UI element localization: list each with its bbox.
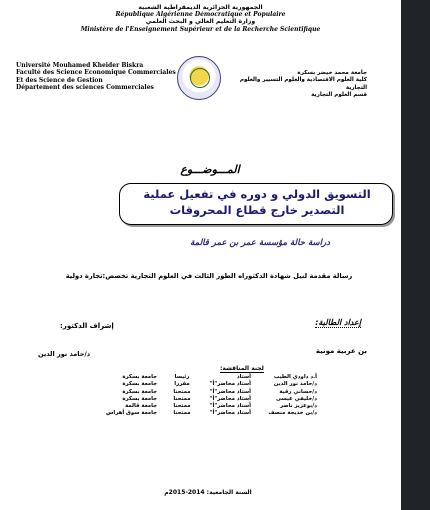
member-role: ممتحنا bbox=[173, 410, 191, 417]
member-role: ممتحنا bbox=[173, 403, 191, 410]
student-name: بن عربية مونية bbox=[315, 347, 367, 355]
institution-fr-line: Et des Science de Gestion bbox=[16, 76, 103, 84]
committee-row bbox=[60, 396, 320, 403]
member-rank: أستاذ محاضر"أ" bbox=[209, 381, 251, 388]
institution-fr-line: Département des sciences Commerciales bbox=[16, 84, 154, 92]
member-rank: أستاذ محاضر"أ" bbox=[209, 395, 251, 402]
member-rank: أستاذ bbox=[236, 374, 251, 380]
topic-label: المـــوضـــوع bbox=[180, 163, 240, 176]
republic-fr: République Algérienne Démocratique et Populaire bbox=[115, 11, 286, 19]
member-name: د/خليفي عيسى bbox=[275, 395, 317, 402]
committee-row bbox=[60, 403, 320, 410]
institution-ar-line: كلية العلوم الاقتصادية والعلوم التسيير والعلوم التجارية bbox=[239, 77, 367, 91]
member-name: أ.د داودي الطيب bbox=[273, 374, 317, 380]
institution-fr-line: Faculté des Science Economique Commerciales bbox=[16, 69, 176, 77]
member-university: جامعة بسكرة bbox=[122, 388, 157, 395]
committee-row bbox=[60, 410, 320, 417]
member-university: جامعة سوق أهراس bbox=[105, 410, 157, 417]
ministry-ar: وزارة التعليم العالي و البحث العلمي bbox=[145, 18, 256, 26]
institution-fr-line: Université Mouhamed Kheider Biskra bbox=[16, 62, 144, 69]
supervisor-label: إشراف الدكتور: bbox=[60, 322, 114, 330]
member-name: د/بوعزيز ناصر bbox=[279, 403, 317, 410]
institution-ar-line: جامعة محمد خيضر بسكرة bbox=[297, 70, 367, 76]
member-rank: أستاذ محاضر"أ" bbox=[209, 388, 251, 395]
member-role: ممتحنا bbox=[173, 388, 191, 395]
member-university: جامعة بسكرة bbox=[122, 374, 157, 380]
member-rank: أستاذ محاضر"أ" bbox=[209, 410, 251, 417]
member-role: مقررا bbox=[174, 381, 190, 388]
committee-row bbox=[60, 381, 320, 388]
thesis-statement: رسالة مقدمة لنيل شهادة الدكتوراه الطور الثالث في العلوم التجارية تخصص:تجارة دولية bbox=[65, 272, 353, 280]
institution-ar bbox=[227, 70, 367, 100]
committee-label: لجنة المناقشة: bbox=[220, 365, 264, 372]
institution-ar-line: قسم العلوم التجارية bbox=[311, 92, 367, 99]
republic-ar: الجمهورية الجزائرية الديمقراطية الشعبية bbox=[138, 4, 263, 11]
committee-table bbox=[60, 374, 320, 418]
member-university: جامعة بسكرة bbox=[122, 395, 157, 402]
supervisor-name: د/حامد نور الدين bbox=[38, 350, 91, 358]
member-rank: أستاذ محاضر"أ" bbox=[209, 403, 251, 410]
academic-year: السنة الجامعية: 2014-2015م bbox=[164, 489, 252, 496]
member-name: د/حامد نور الدين bbox=[273, 381, 317, 388]
member-role: ممتحنا bbox=[173, 395, 191, 402]
student-label: إعداد الطالبة: bbox=[315, 318, 361, 327]
member-university: جامعة بسكرة bbox=[122, 381, 157, 388]
viewer-side-panel bbox=[401, 0, 430, 510]
thesis-title: التسويق الدولي و دوره في تفعيل عملية التصدير خارج قطاع المحروقات bbox=[143, 187, 371, 217]
university-seal-icon bbox=[177, 56, 221, 100]
member-name: د/حساني رقية bbox=[279, 388, 317, 395]
member-university: جامعة قالمة bbox=[125, 403, 157, 410]
institution-fr bbox=[16, 62, 176, 92]
member-role: رئيسا bbox=[174, 374, 190, 380]
page-header bbox=[0, 4, 401, 33]
ministry-fr: Ministère de l'Enseignement Supérieur et de la Recherche Scientifique bbox=[80, 25, 321, 33]
committee-row bbox=[60, 374, 320, 381]
member-name: د/بن خديجة منصف bbox=[268, 410, 317, 417]
thesis-subtitle: دراسة حالة مؤسسة عمر بن عمر قالمة bbox=[190, 238, 330, 248]
committee-row bbox=[60, 389, 320, 396]
